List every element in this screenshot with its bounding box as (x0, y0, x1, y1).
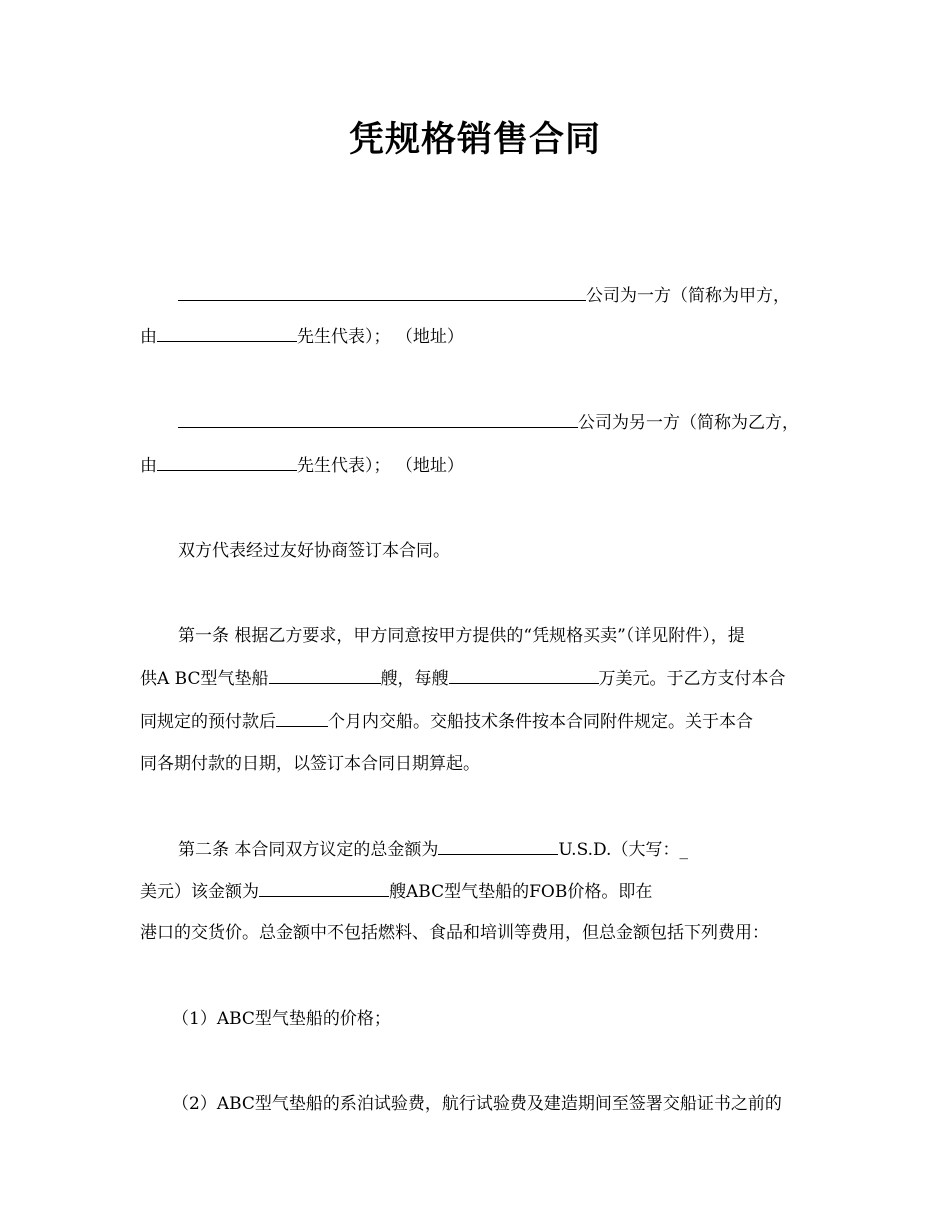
ship-count-blank[interactable] (269, 667, 381, 684)
months-blank[interactable] (276, 710, 328, 727)
party-a-rep-suffix: 先生代表）； （地址） (297, 327, 464, 347)
party-a-rep-blank[interactable] (157, 325, 297, 342)
article1-line3-a: 同规定的预付款后 (140, 712, 276, 732)
party-b-line (178, 411, 799, 433)
article1-line2-a: 供A BC型气垫船 (140, 669, 269, 689)
article2-line1-b: U.S.D.（大写：_ (558, 840, 688, 860)
ship-qty-blank[interactable] (259, 880, 389, 897)
article1-line2-b: 艘，每艘 (380, 669, 449, 689)
agreement-text: 双方代表经过友好协商签订本合同。 (178, 541, 450, 561)
article2-line1 (178, 838, 688, 860)
article2-line3: 港口的交货价。总金额中不包括燃料、食品和培训等费用，但总金额包括下列费用： (140, 923, 769, 943)
article1-line2-c: 万美元。于乙方支付本合 (598, 669, 786, 689)
item-2: （2）ABC型气垫船的系泊试验费，航行试验费及建造期间至签署交船证书之前的 (172, 1094, 782, 1114)
document-title: 凭规格销售合同 (348, 120, 601, 160)
total-amount-blank[interactable] (438, 838, 558, 855)
party-a-rep-line (140, 325, 464, 347)
party-a-suffix: 公司为一方（简称为甲方， (586, 286, 790, 306)
party-b-company-blank[interactable] (178, 411, 578, 428)
article2-line2 (140, 880, 652, 902)
article2-line2-a: 美元）该金额为 (140, 882, 259, 902)
party-a-company-blank[interactable] (178, 284, 586, 301)
party-b-rep-prefix: 由 (140, 456, 157, 476)
article1-line2 (140, 667, 786, 689)
price-per-ship-blank[interactable] (449, 667, 599, 684)
article1-line3-b: 个月内交船。交船技术条件按本合同附件规定。关于本合 (328, 712, 753, 732)
party-b-rep-suffix: 先生代表）； （地址） (297, 456, 464, 476)
party-a-rep-prefix: 由 (140, 327, 157, 347)
article1-line3 (140, 710, 753, 732)
article1-line4: 同各期付款的日期，以签订本合同日期算起。 (140, 754, 480, 774)
article2-line2-b: 艘ABC型气垫船的FOB价格。即在 (389, 882, 653, 902)
party-b-rep-line (140, 454, 464, 476)
party-a-line (178, 284, 790, 306)
article2-line1-a: 第二条 本合同双方议定的总金额为 (178, 840, 439, 860)
party-b-rep-blank[interactable] (157, 454, 297, 471)
party-b-suffix: 公司为另一方（简称为乙方， (578, 413, 799, 433)
article1-line1: 第一条 根据乙方要求，甲方同意按甲方提供的“凭规格买卖”（详见附件），提 (178, 626, 745, 646)
item-1: （1）ABC型气垫船的价格； (172, 1009, 391, 1029)
